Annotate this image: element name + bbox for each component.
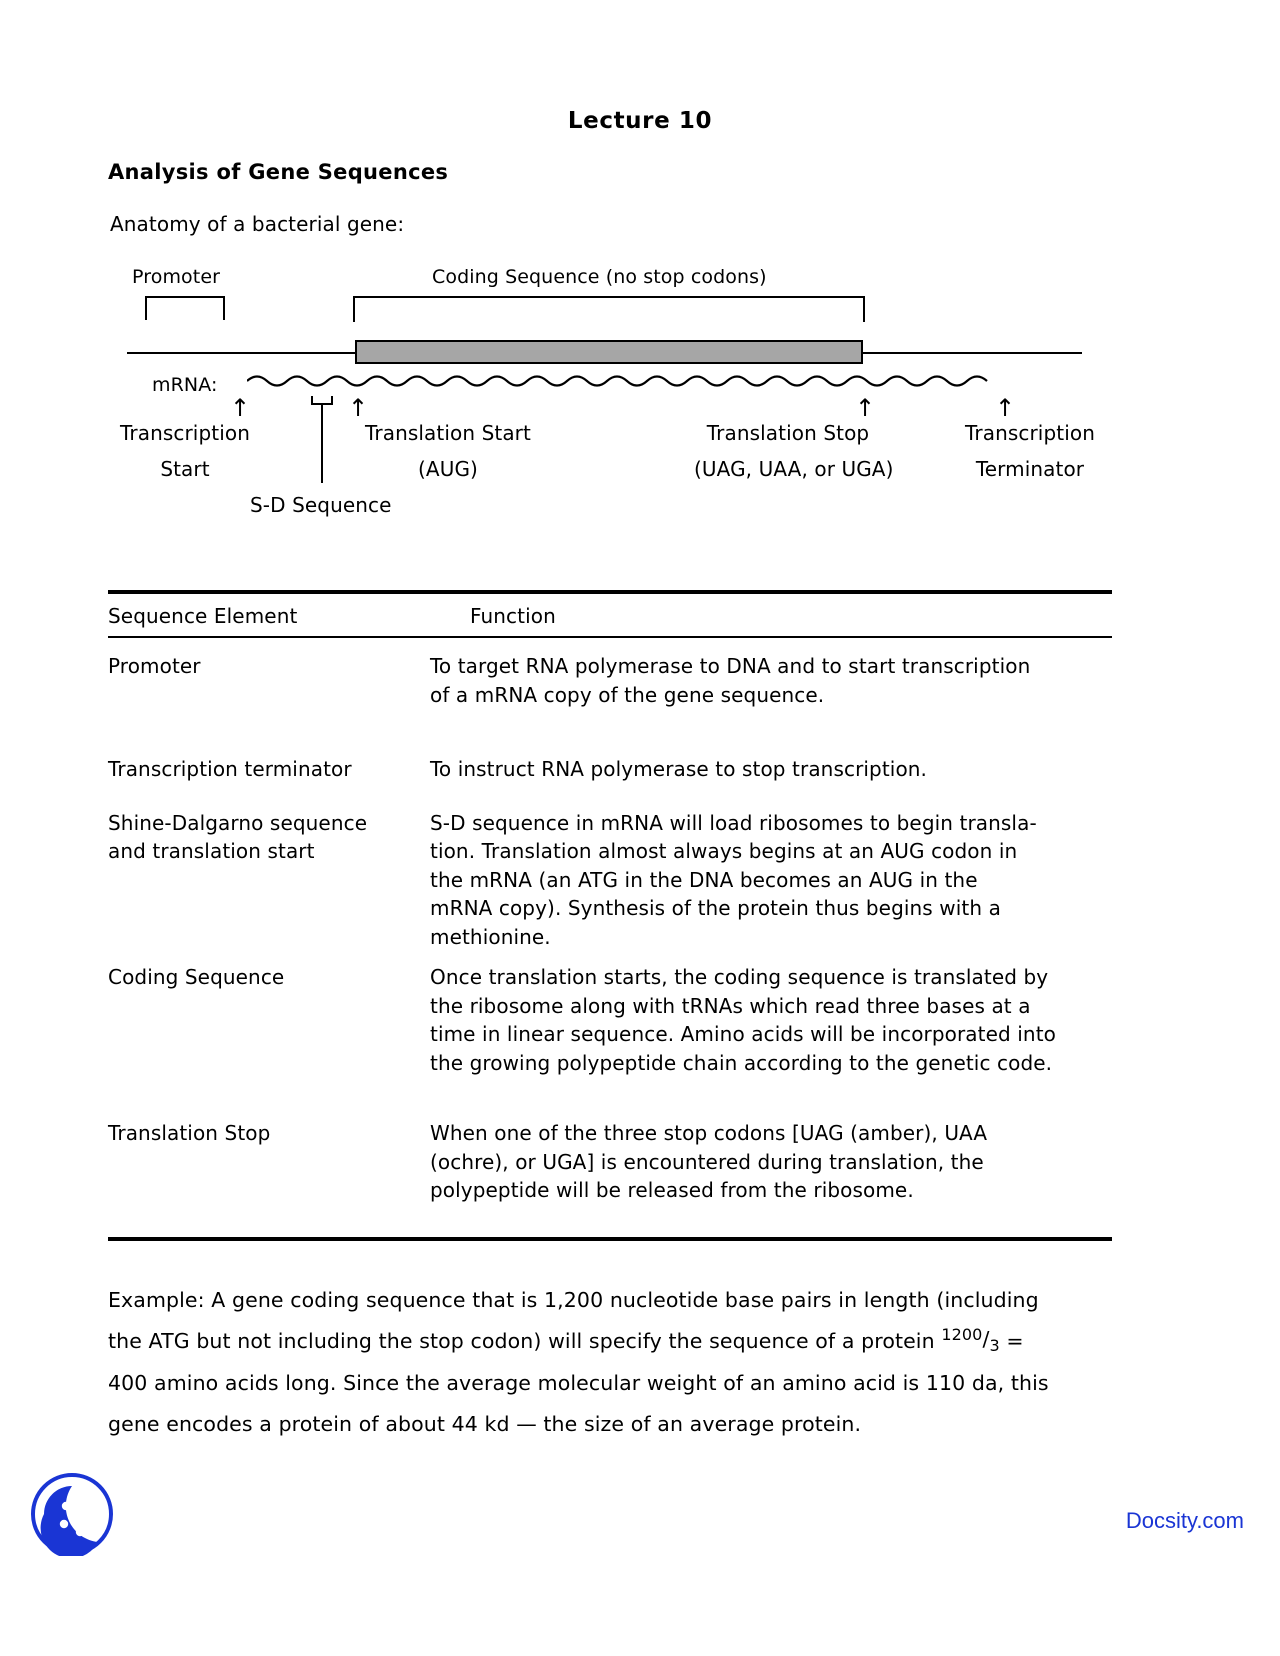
caption-translation-stop-line2: (UAG, UAA, or UGA): [694, 457, 894, 481]
example-line-2: [108, 1321, 1118, 1363]
row-element: Transcription terminator: [108, 757, 352, 781]
example-equals: =: [999, 1329, 1024, 1353]
row-element: Coding Sequence: [108, 965, 285, 989]
header-sequence-element: Sequence Element: [108, 604, 298, 628]
table-row: [108, 951, 1112, 1077]
fraction-denominator: 3: [989, 1336, 1000, 1355]
promoter-bracket: [145, 296, 225, 320]
coding-sequence-bracket: [353, 296, 865, 322]
table-header-row: [108, 594, 1112, 636]
caption-transcription-terminator-line1: Transcription: [965, 421, 1095, 445]
sequence-element-table: [108, 590, 1112, 1241]
caption-transcription-start-line2: Start: [160, 457, 210, 481]
row-function: Once translation starts, the coding sequence is translated by the ribosome along with tRNAs which read three bases at a time in linear sequence. Amino acids will be incorporated into the growing polypeptide chain according to the genetic code.: [430, 965, 1056, 1075]
caption-translation-start-line2: (AUG): [418, 457, 478, 481]
fraction-slash: /: [982, 1327, 990, 1351]
mrna-label: mRNA:: [152, 374, 218, 396]
caption-translation-stop-line1: Translation Stop: [706, 421, 870, 445]
promoter-label: Promoter: [132, 266, 221, 288]
table-row: [108, 784, 1112, 952]
fraction-1200-over-3: [941, 1319, 999, 1361]
docsity-logo-icon: [30, 1472, 114, 1556]
caption-translation-start-line1: Translation Start: [365, 421, 531, 445]
row-function: S-D sequence in mRNA will load ribosomes to begin transla- tion. Translation almost always begins at an AUG codon in the mRNA (an ATG in the DNA becomes an AUG in the mRNA copy). Synthesis of the protein thus begins with a methionine.: [430, 810, 1037, 949]
example-line-1: Example: A gene coding sequence that is 1,200 nucleotide base pairs in length (including: [108, 1288, 1039, 1312]
gene-anatomy-diagram: [0, 258, 1280, 528]
intro-text: Anatomy of a bacterial gene:: [110, 212, 405, 236]
row-element: Promoter: [108, 654, 201, 678]
sd-marker-stem: [321, 405, 323, 483]
row-element: Shine-Dalgarno sequence and translation start: [108, 810, 368, 863]
section-heading: Analysis of Gene Sequences: [108, 160, 449, 184]
page-title: Lecture 10: [567, 108, 713, 134]
table-row: [108, 1077, 1112, 1205]
table-bottom-rule: [108, 1237, 1112, 1241]
row-function: To target RNA polymerase to DNA and to start transcription of a mRNA copy of the gene sequence.: [430, 654, 1031, 707]
gene-coding-box: [355, 340, 863, 364]
row-function: When one of the three stop codons [UAG (amber), UAA (ochre), or UGA] is encountered during translation, the polypeptide will be released from the ribosome.: [430, 1121, 988, 1202]
table-row: [108, 709, 1112, 784]
transcription-terminator-arrow-icon: ↑: [995, 394, 1016, 422]
fraction-numerator: 1200: [941, 1325, 983, 1344]
translation-stop-arrow-icon: ↑: [855, 394, 876, 422]
caption-transcription-terminator-line2: Terminator: [975, 457, 1085, 481]
example-line-3: 400 amino acids long. Since the average molecular weight of an amino acid is 110 da, this: [108, 1371, 1049, 1395]
transcription-start-arrow-icon: ↑: [230, 394, 251, 422]
coding-sequence-label: Coding Sequence (no stop codons): [432, 266, 767, 288]
translation-start-arrow-icon: ↑: [348, 394, 369, 422]
header-function: Function: [470, 604, 556, 628]
docsity-watermark: Docsity.com: [1125, 1508, 1244, 1533]
table-row: [108, 638, 1112, 709]
mrna-wavy-line: [247, 370, 1007, 396]
row-element: Translation Stop: [108, 1121, 271, 1145]
caption-transcription-start-line1: Transcription: [120, 421, 250, 445]
example-line-2-text: the ATG but not including the stop codon) will specify the sequence of a protein: [108, 1329, 942, 1353]
sd-marker-cap: [311, 396, 333, 405]
row-function: To instruct RNA polymerase to stop transcription.: [430, 757, 928, 781]
caption-sd-sequence: S-D Sequence: [250, 493, 392, 517]
example-paragraph: [108, 1280, 1118, 1445]
example-line-4: gene encodes a protein of about 44 kd — the size of an average protein.: [108, 1412, 862, 1436]
